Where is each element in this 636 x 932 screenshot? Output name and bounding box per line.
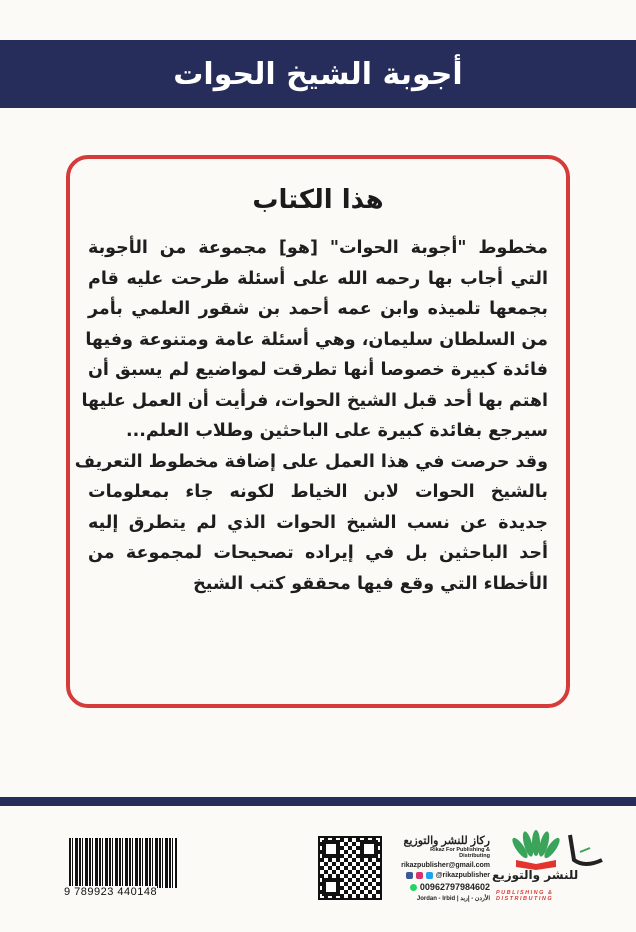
phone-row [400, 882, 490, 892]
text-line: جديدة عن نسب الشيخ الحوات الذي لم يتطرق إليه [88, 512, 548, 533]
qr-finder [322, 840, 340, 858]
bottom-band [0, 797, 636, 806]
twitter-icon [426, 872, 433, 879]
social-handle: @rikazpublisher [435, 872, 490, 879]
text-line: مخطوط "أجوبة الحوات" [هو] مجموعة من الأجوبة [88, 238, 548, 258]
email-row [400, 862, 490, 869]
social-row [400, 872, 490, 879]
logo-arabic-text: للنشر والتوزيع [492, 868, 579, 882]
qr-finder [360, 840, 378, 858]
logo-english-text: PUBLISHING & DISTRIBUTING [496, 890, 554, 902]
barcode-number: 9 789923 440148 [64, 886, 158, 898]
phone-text: 00962797984602 [419, 882, 490, 892]
location-row [400, 895, 490, 902]
publisher-name-en: Rikaz For Publishing & Distributing [430, 847, 490, 859]
text-line: وقد حرصت في هذا العمل على إضافة مخطوط التعريف [74, 451, 548, 472]
text-line: بالشيخ الحوات لابن الخياط لكونه جاء بمعلومات [88, 482, 548, 502]
location-text: Jordan - Irbid | الأردن - إربد [416, 896, 490, 902]
text-line: أحد الباحثين بل في إيراده تصحيحات لمجموعة من [88, 543, 548, 563]
text-line: اهتم بها أحد قبل الشيخ الحوات، فرأيت أن العمل عليها [81, 390, 548, 411]
text-line: سيرجع بفائدة كبيرة على الباحثين وطلاب العلم... [125, 421, 548, 441]
text-line: من السلطان سليمان، وهي أسئلة عامة ومتنوعة وفيها [85, 329, 548, 350]
facebook-icon [406, 872, 413, 879]
qr-code [318, 836, 382, 900]
title-banner [0, 40, 636, 108]
instagram-icon [416, 872, 423, 879]
text-line: التي أجاب بها رحمه الله على أسئلة طرحت عليه قام [88, 268, 548, 289]
text-line: بجمعها تلميذه وابن عمه أحمد بن شقور العلمي بأمر [88, 299, 548, 319]
text-line: فائدة كبيرة خصوصا أنها تطرقت لمواضيع لم يسبق أن [88, 360, 548, 380]
qr-finder [322, 878, 340, 896]
email-text: rikazpublisher@gmail.com [401, 862, 490, 869]
about-heading: هذا الكتاب [252, 185, 384, 215]
whatsapp-icon [410, 884, 417, 891]
publisher-name-ar: ركاز للنشر والتوزيع [403, 835, 490, 847]
text-line: الأخطاء التي وقع فيها محققو كتب الشيخ [193, 573, 548, 594]
publisher-info [400, 834, 490, 905]
book-title: أجوبة الشيخ الحوات [173, 56, 463, 92]
isbn-barcode [64, 838, 178, 898]
publisher-logo [490, 830, 610, 900]
rikaz-logo-icon [490, 830, 610, 870]
barcode-bars [69, 838, 177, 888]
about-book-frame [66, 155, 570, 708]
